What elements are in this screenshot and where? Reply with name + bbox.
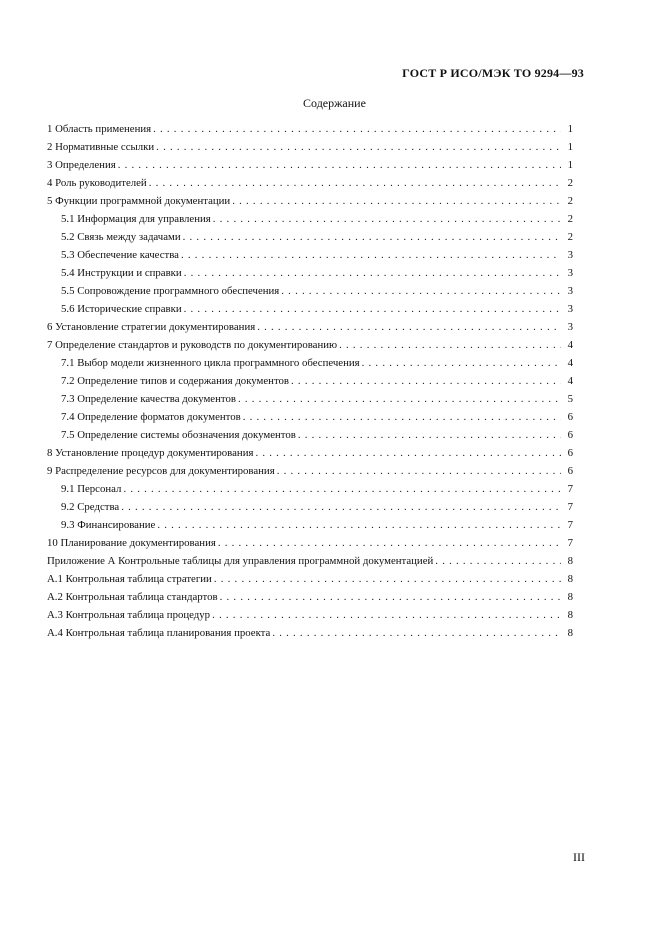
toc-subentry[interactable]: [61, 284, 573, 298]
toc-entry[interactable]: [47, 122, 573, 136]
toc-entry[interactable]: [47, 140, 573, 154]
toc-entry-label: 4 Роль руководителей: [47, 177, 147, 189]
dot-leader: [277, 464, 561, 478]
dot-leader: [257, 320, 561, 334]
toc-entry-label: Приложение А Контрольные таблицы для управления программной документацией: [47, 555, 434, 567]
toc-entry-page: 6: [567, 465, 573, 477]
toc-subentry[interactable]: [61, 230, 573, 244]
toc-entry-label: 7.1 Выбор модели жизненного цикла программного обеспечения: [61, 357, 360, 369]
toc-entry-label: 5.3 Обеспечение качества: [61, 249, 179, 261]
toc-entry-page: 7: [567, 537, 573, 549]
toc-entry-label: 9 Распределение ресурсов для документирования: [47, 465, 275, 477]
toc-entry-label: 5.5 Сопровождение программного обеспечения: [61, 285, 280, 297]
toc-entry-page: 6: [567, 429, 573, 441]
dot-leader: [243, 410, 561, 424]
toc-entry-page: 8: [567, 609, 573, 621]
toc-title: Содержание: [303, 96, 366, 110]
toc-entry[interactable]: [47, 608, 573, 622]
toc-entry-page: 6: [567, 411, 573, 423]
dot-leader: [184, 266, 561, 280]
toc-entry-page: 2: [567, 231, 573, 243]
toc-entry-page: 4: [567, 339, 573, 351]
toc-subentry[interactable]: [61, 374, 573, 388]
toc-entry-label: 8 Установление процедур документирования: [47, 447, 254, 459]
toc-entry[interactable]: [47, 464, 573, 478]
toc-entry-page: 8: [567, 555, 573, 567]
toc-entry-label: А.3 Контрольная таблица процедур: [47, 609, 211, 621]
dot-leader: [121, 500, 561, 514]
toc-entry[interactable]: [47, 320, 573, 334]
dot-leader: [149, 176, 561, 190]
dot-leader: [156, 140, 561, 154]
dot-leader: [232, 194, 561, 208]
toc-subentry[interactable]: [61, 248, 573, 262]
toc-entry-label: 5.1 Информация для управления: [61, 213, 211, 225]
dot-leader: [291, 374, 561, 388]
toc-entry[interactable]: [47, 176, 573, 190]
toc-entry-page: 1: [567, 123, 573, 135]
toc-entry-page: 3: [567, 321, 573, 333]
toc-entry-label: 10 Планирование документирования: [47, 537, 216, 549]
toc-entry-label: 9.3 Финансирование: [61, 519, 156, 531]
toc-subentry[interactable]: [61, 482, 573, 496]
dot-leader: [220, 590, 561, 604]
toc-entry-page: 7: [567, 501, 573, 513]
toc-entry-page: 8: [567, 573, 573, 585]
dot-leader: [213, 212, 561, 226]
toc-entry-page: 4: [567, 375, 573, 387]
toc-entry-page: 2: [567, 177, 573, 189]
toc-subentry[interactable]: [61, 266, 573, 280]
toc-entry[interactable]: [47, 626, 573, 640]
toc-entry-label: 6 Установление стратегии документирования: [47, 321, 256, 333]
toc-entry-page: 8: [567, 627, 573, 639]
toc-entry[interactable]: [47, 158, 573, 172]
toc-entry-page: 1: [567, 159, 573, 171]
toc-entry-label: 5 Функции программной документации: [47, 195, 231, 207]
dot-leader: [362, 356, 561, 370]
dot-leader: [181, 248, 561, 262]
toc-entry[interactable]: [47, 554, 573, 568]
dot-leader: [435, 554, 561, 568]
toc-entry-page: 1: [567, 141, 573, 153]
toc-subentry[interactable]: [61, 356, 573, 370]
toc-entry-label: А.4 Контрольная таблица планирования проекта: [47, 627, 271, 639]
dot-leader: [339, 338, 561, 352]
toc-subentry[interactable]: [61, 518, 573, 532]
toc-entry-label: 5.6 Исторические справки: [61, 303, 182, 315]
toc-entry[interactable]: [47, 338, 573, 352]
toc-entry-label: 7.3 Определение качества документов: [61, 393, 236, 405]
toc-entry-page: 3: [567, 267, 573, 279]
toc-entry-page: 3: [567, 303, 573, 315]
document-id-header: ГОСТ Р ИСО/МЭК ТО 9294—93: [402, 66, 584, 80]
toc-entry[interactable]: [47, 590, 573, 604]
toc-entry-label: А.2 Контрольная таблица стандартов: [47, 591, 218, 603]
toc-entry-label: 1 Область применения: [47, 123, 152, 135]
dot-leader: [123, 482, 561, 496]
toc-entry-page: 6: [567, 447, 573, 459]
toc-entry-label: 7.4 Определение форматов документов: [61, 411, 241, 423]
dot-leader: [238, 392, 561, 406]
toc-entry-page: 3: [567, 249, 573, 261]
toc-entry-label: 7 Определение стандартов и руководств по документированию: [47, 339, 338, 351]
toc-subentry[interactable]: [61, 428, 573, 442]
toc-entry-label: 7.2 Определение типов и содержания документов: [61, 375, 290, 387]
toc-subentry[interactable]: [61, 212, 573, 226]
toc-entry-page: 4: [567, 357, 573, 369]
toc-subentry[interactable]: [61, 410, 573, 424]
toc-entry-page: 7: [567, 519, 573, 531]
toc-subentry[interactable]: [61, 500, 573, 514]
dot-leader: [184, 302, 561, 316]
toc-entry-page: 5: [567, 393, 573, 405]
dot-leader: [153, 122, 561, 136]
toc-entry-label: 7.5 Определение системы обозначения документов: [61, 429, 296, 441]
toc-entry-label: 9.2 Средства: [61, 501, 120, 513]
toc-entry-label: 2 Нормативные ссылки: [47, 141, 155, 153]
dot-leader: [118, 158, 561, 172]
toc-entry-page: 8: [567, 591, 573, 603]
toc-entry-label: 9.1 Персонал: [61, 483, 122, 495]
toc-entry-page: 3: [567, 285, 573, 297]
dot-leader: [218, 536, 561, 550]
toc-subentry[interactable]: [61, 392, 573, 406]
toc-entry-page: 7: [567, 483, 573, 495]
toc-entry-label: 3 Определения: [47, 159, 116, 171]
dot-leader: [281, 284, 561, 298]
dot-leader: [255, 446, 561, 460]
toc-entry[interactable]: [47, 194, 573, 208]
toc-entry[interactable]: [47, 572, 573, 586]
toc-entry[interactable]: [47, 536, 573, 550]
dot-leader: [272, 626, 561, 640]
dot-leader: [298, 428, 561, 442]
toc-entry[interactable]: [47, 446, 573, 460]
toc-entry-label: 5.4 Инструкции и справки: [61, 267, 182, 279]
toc-entry-page: 2: [567, 195, 573, 207]
dot-leader: [183, 230, 561, 244]
dot-leader: [214, 572, 561, 586]
toc-subentry[interactable]: [61, 302, 573, 316]
page-number: III: [573, 850, 585, 864]
dot-leader: [157, 518, 561, 532]
toc-entry-label: 5.2 Связь между задачами: [61, 231, 181, 243]
toc-entry-page: 2: [567, 213, 573, 225]
toc-entry-label: А.1 Контрольная таблица стратегии: [47, 573, 212, 585]
dot-leader: [212, 608, 561, 622]
